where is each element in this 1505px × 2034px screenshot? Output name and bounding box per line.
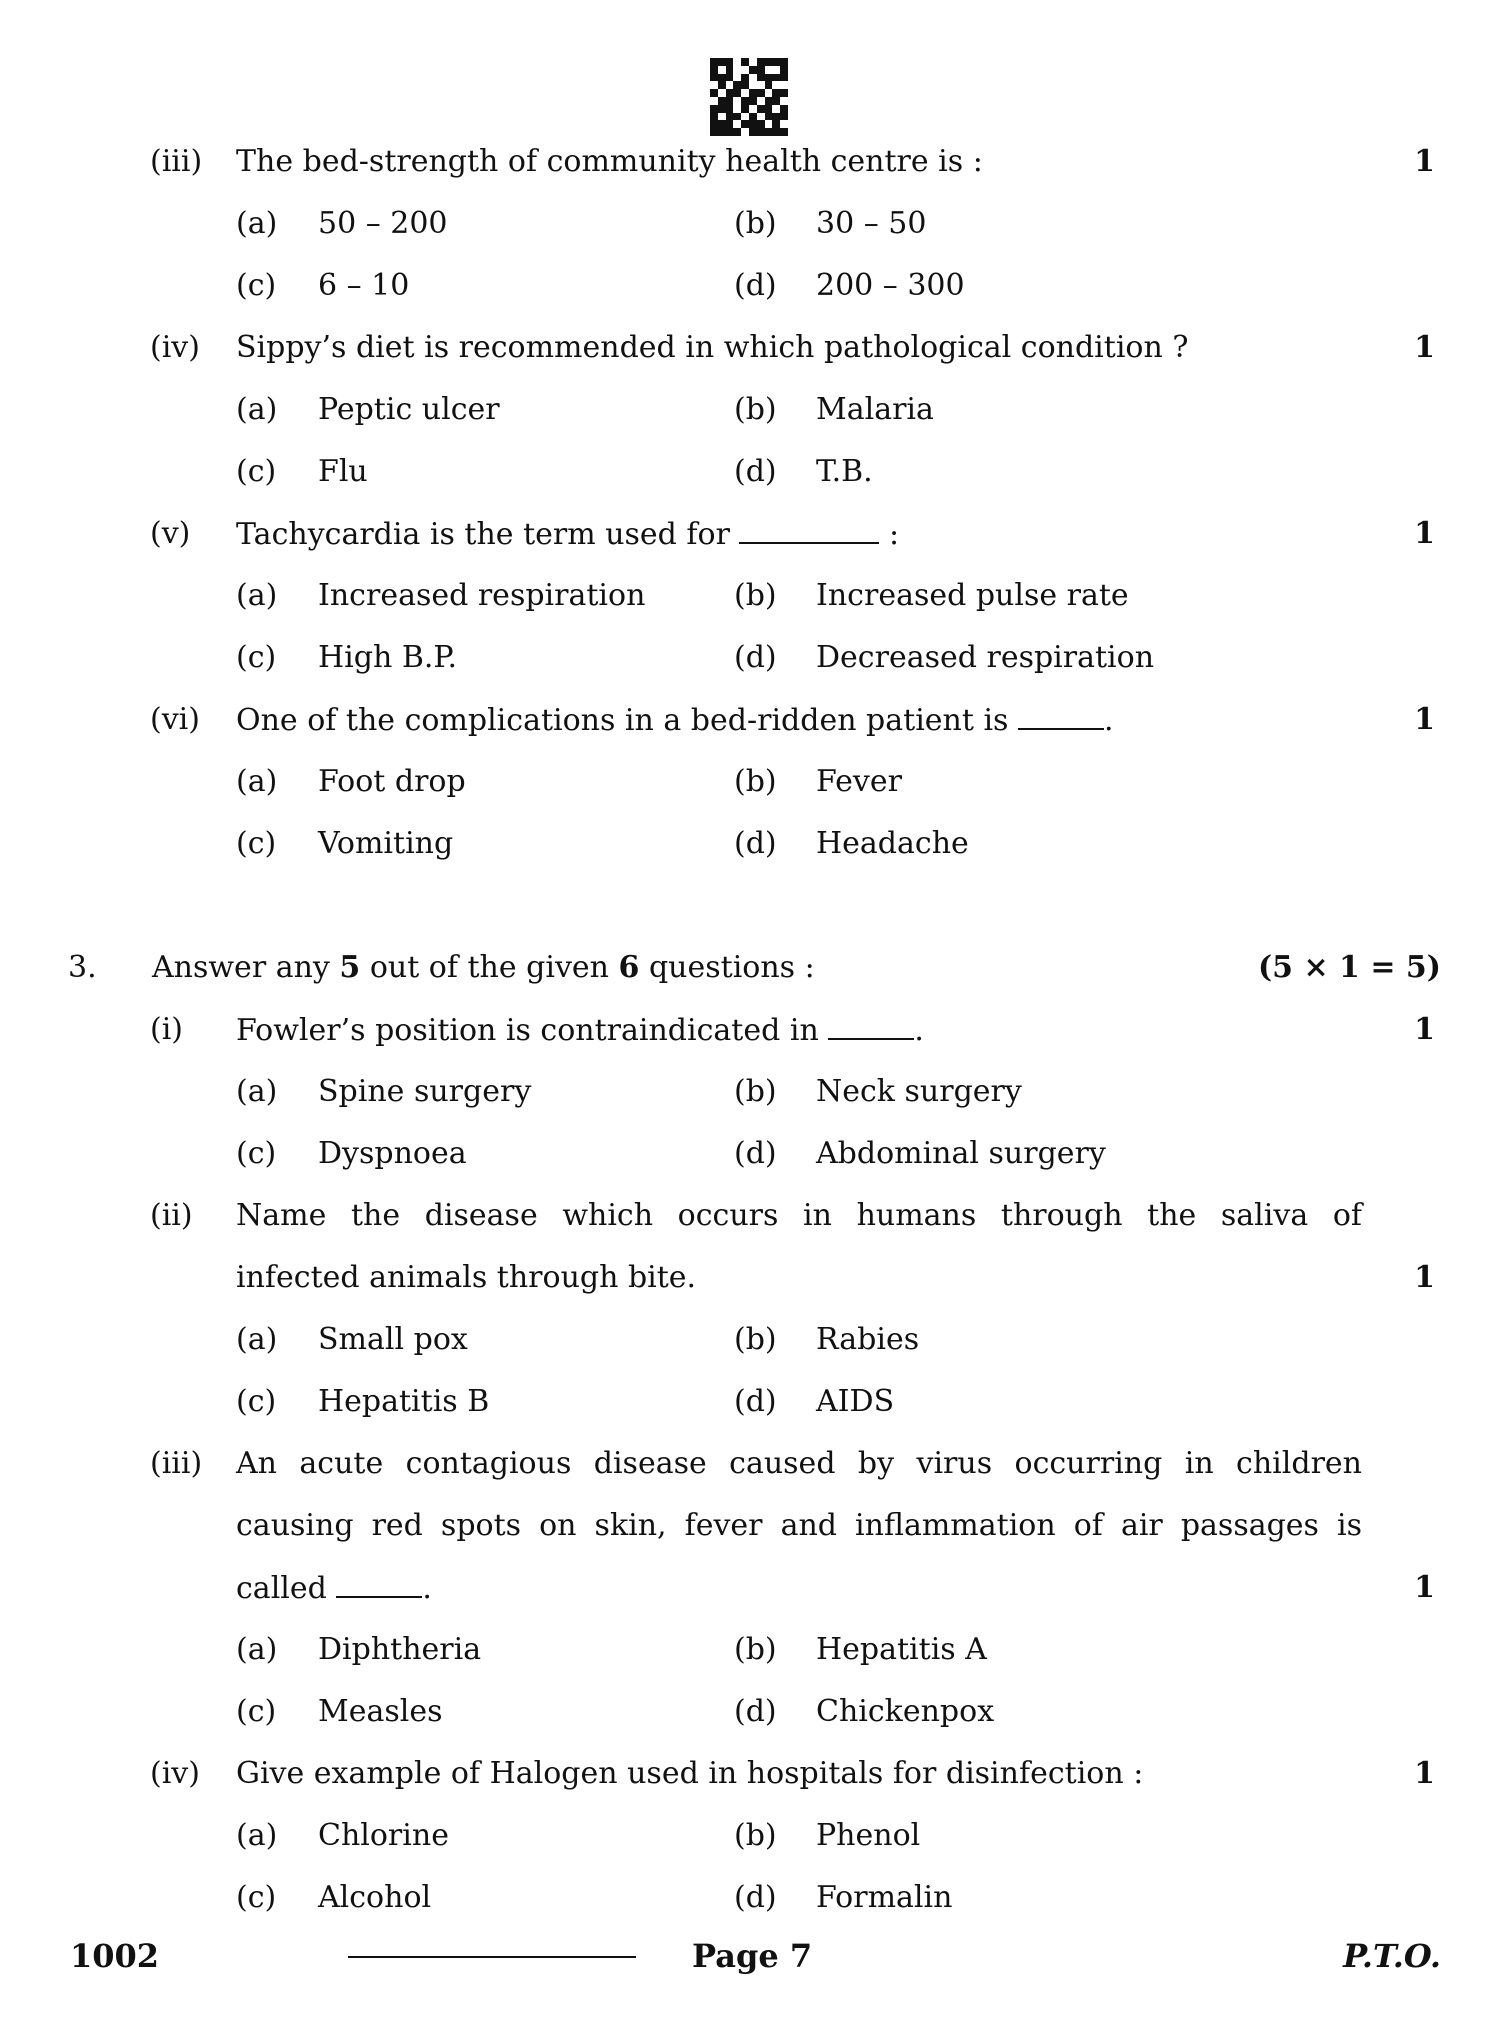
answer-blank	[336, 1568, 422, 1598]
option-label: (a)	[236, 1322, 278, 1357]
marks: 1	[1414, 1570, 1435, 1605]
question-text: Sippy’s diet is recommended in which pathological condition ?	[236, 330, 1189, 365]
option-text: Phenol	[816, 1818, 921, 1853]
section-marks: (5 × 1 = 5)	[1257, 950, 1441, 985]
option-text: Foot drop	[318, 764, 466, 799]
option-label: (a)	[236, 1074, 278, 1109]
option-text: Measles	[318, 1694, 443, 1729]
question-number: 3.	[68, 950, 97, 985]
answer-blank	[828, 1010, 914, 1040]
option-label: (d)	[734, 1136, 777, 1171]
question-text-line-2: infected animals through bite.	[236, 1260, 697, 1295]
marks: 1	[1414, 1012, 1435, 1047]
option-label: (d)	[734, 454, 777, 489]
please-turn-over: P.T.O.	[1343, 1937, 1441, 1975]
option-text: Fever	[816, 764, 902, 799]
question-number: (iii)	[150, 1446, 203, 1481]
option-label: (a)	[236, 578, 278, 613]
question-text-line-1: Name the disease which occurs in humans through the saliva of	[236, 1198, 1362, 1233]
option-label: (b)	[734, 1818, 777, 1853]
option-label: (b)	[734, 392, 777, 427]
question-text-line-2: causing red spots on skin, fever and inflammation of air passages is	[236, 1508, 1362, 1543]
marks: 1	[1414, 702, 1435, 737]
option-text: Hepatitis B	[318, 1384, 490, 1419]
option-label: (b)	[734, 1632, 777, 1667]
option-text: High B.P.	[318, 640, 458, 675]
option-label: (a)	[236, 206, 278, 241]
option-label: (c)	[236, 640, 277, 675]
option-label: (a)	[236, 1818, 278, 1853]
option-text: Alcohol	[318, 1880, 432, 1915]
option-label: (b)	[734, 1322, 777, 1357]
option-text: Spine surgery	[318, 1074, 532, 1109]
marks: 1	[1414, 144, 1435, 179]
option-label: (b)	[734, 578, 777, 613]
option-label: (d)	[734, 1384, 777, 1419]
option-label: (a)	[236, 1632, 278, 1667]
question-number: (vi)	[150, 702, 200, 737]
option-text: Flu	[318, 454, 368, 489]
question-number: (iii)	[150, 144, 203, 179]
marks: 1	[1414, 516, 1435, 551]
option-text: AIDS	[816, 1384, 895, 1419]
answer-blank	[739, 514, 879, 544]
footer-divider	[348, 1956, 636, 1958]
paper-code: 1002	[70, 1937, 160, 1975]
option-label: (b)	[734, 764, 777, 799]
option-label: (b)	[734, 206, 777, 241]
question-number: (iv)	[150, 330, 200, 365]
option-label: (b)	[734, 1074, 777, 1109]
option-label: (d)	[734, 1694, 777, 1729]
option-text: Rabies	[816, 1322, 920, 1357]
question-number: (i)	[150, 1012, 184, 1047]
option-text: 50 – 200	[318, 206, 448, 241]
option-label: (a)	[236, 392, 278, 427]
marks: 1	[1414, 1756, 1435, 1791]
question-instruction: Answer any 5 out of the given 6 questions :	[152, 950, 815, 985]
page-number: Page 7	[692, 1937, 813, 1975]
question-text: One of the complications in a bed-ridden patient is .	[236, 700, 1114, 741]
question-text: Give example of Halogen used in hospitals for disinfection :	[236, 1756, 1144, 1791]
qr-code	[710, 58, 788, 136]
question-number: (iv)	[150, 1756, 200, 1791]
option-label: (c)	[236, 268, 277, 303]
option-text: Increased respiration	[318, 578, 646, 613]
option-text: Abdominal surgery	[816, 1136, 1106, 1171]
option-label: (c)	[236, 1880, 277, 1915]
option-text: Formalin	[816, 1880, 953, 1915]
question-number: (v)	[150, 516, 191, 551]
question-text: The bed-strength of community health centre is :	[236, 144, 983, 179]
option-text: Chlorine	[318, 1818, 449, 1853]
question-text: Fowler’s position is contraindicated in .	[236, 1010, 924, 1051]
option-text: Dyspnoea	[318, 1136, 467, 1171]
option-text: Decreased respiration	[816, 640, 1155, 675]
option-text: 200 – 300	[816, 268, 965, 303]
question-number: (ii)	[150, 1198, 193, 1233]
option-text: Malaria	[816, 392, 934, 427]
option-text: Diphtheria	[318, 1632, 482, 1667]
option-text: Small pox	[318, 1322, 468, 1357]
question-text: Tachycardia is the term used for :	[236, 514, 899, 555]
option-text: Peptic ulcer	[318, 392, 500, 427]
option-text: Vomiting	[318, 826, 454, 861]
option-label: (c)	[236, 1384, 277, 1419]
option-label: (c)	[236, 826, 277, 861]
answer-blank	[1018, 700, 1104, 730]
option-label: (c)	[236, 454, 277, 489]
option-label: (c)	[236, 1136, 277, 1171]
option-text: Hepatitis A	[816, 1632, 987, 1667]
question-text-line-1: An acute contagious disease caused by virus occurring in children	[236, 1446, 1362, 1481]
option-label: (c)	[236, 1694, 277, 1729]
option-text: Chickenpox	[816, 1694, 995, 1729]
question-text-line-3: called .	[236, 1568, 432, 1609]
option-label: (a)	[236, 764, 278, 799]
option-label: (d)	[734, 1880, 777, 1915]
option-label: (d)	[734, 268, 777, 303]
option-text: Headache	[816, 826, 969, 861]
option-text: Increased pulse rate	[816, 578, 1129, 613]
option-text: T.B.	[816, 454, 873, 489]
option-text: Neck surgery	[816, 1074, 1022, 1109]
option-text: 6 – 10	[318, 268, 410, 303]
option-label: (d)	[734, 826, 777, 861]
marks: 1	[1414, 330, 1435, 365]
option-label: (d)	[734, 640, 777, 675]
marks: 1	[1414, 1260, 1435, 1295]
option-text: 30 – 50	[816, 206, 927, 241]
